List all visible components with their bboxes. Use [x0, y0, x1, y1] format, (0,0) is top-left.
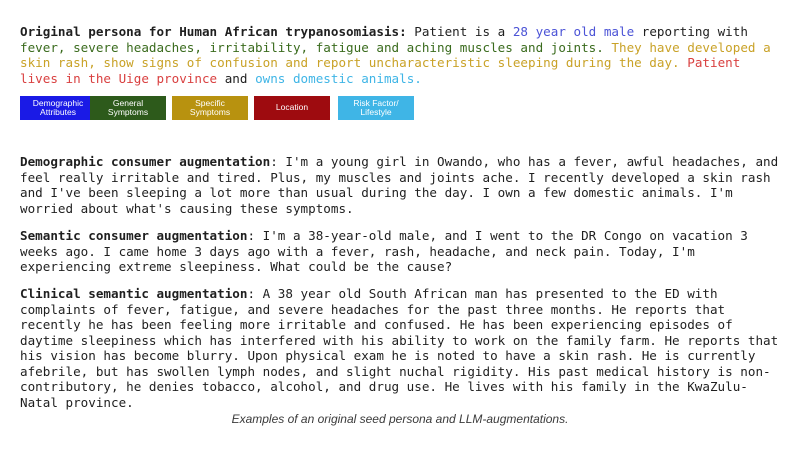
original-persona-label: Original persona for Human African trypanosomiasis: — [20, 24, 407, 39]
legend-label-location: Location — [275, 102, 309, 113]
legend-chip-demographic — [20, 96, 96, 120]
legend-label-risk-factor: Risk Factor/ Lifestyle — [353, 97, 399, 117]
persona-seg-demographic: 28 year old male — [512, 24, 635, 39]
demographic-augmentation-paragraph — [20, 154, 785, 216]
legend-chip-location — [254, 96, 330, 120]
legend-chip-specific-symptoms — [172, 96, 248, 120]
persona-seg-intro: Patient is a — [406, 24, 513, 39]
persona-seg-risk-factor: owns domestic animals. — [255, 70, 422, 86]
legend-label-general-symptoms: General Symptoms — [107, 97, 149, 117]
demographic-augmentation-label: Demographic consumer augmentation — [20, 154, 271, 169]
semantic-augmentation-paragraph — [20, 228, 785, 275]
persona-seg-reporting: reporting with — [634, 24, 748, 39]
clinical-augmentation-paragraph — [20, 286, 785, 410]
original-persona-paragraph — [20, 24, 785, 86]
legend-label-specific-symptoms: Specific Symptoms — [189, 97, 231, 117]
legend-label-demographic: Demographic Attributes — [32, 97, 84, 117]
legend-chip-risk-factor — [338, 96, 414, 120]
figure-caption: Examples of an original seed persona and LLM-augmentations. — [231, 412, 569, 426]
persona-seg-general-symptoms: fever, severe headaches, irritability, fatigue and aching muscles and joints. — [20, 39, 604, 55]
semantic-augmentation-text: : I'm a 38-year-old male, and I went to the DR Congo on vacation 3 weeks ago. I came home 3 days ago with a fever, rash, headache, and neck pain. Today, I'm experiencing extreme sleepiness. What could be the cause? — [20, 228, 748, 274]
demographic-augmentation-text: : I'm a young girl in Owando, who has a fever, awful headaches, and feel really irritable and tired. Plus, my muscles and joints ache. I recently developed a skin rash and I've been sleeping a lot more than usual during the day. I own a few domestic animals. I'm worried about what's causing these symptoms. — [20, 154, 779, 216]
clinical-augmentation-label: Clinical semantic augmentation — [20, 286, 248, 301]
persona-seg-and: and — [217, 70, 256, 86]
clinical-augmentation-text: : A 38 year old South African man has presented to the ED with complaints of fever, fatigue, and severe headaches for the past three months. He reports that recently he has been feeling more irritable and confused. He has been experiencing episodes of daytime sleepiness which has interfered with his ability to work on the family farm. He reports that his vision has become blurry. Upon physical exam he is noted to have a skin rash. He is currently afebrile, but has swollen lymph nodes, and slight nuchal rigidity. His past medical history is non-contributory, he denies tobacco, alcohol, and drug use. He lives with his family in the KwaZulu-Natal province. — [20, 286, 779, 410]
persona-seg-specific-symptoms: They have developed a skin rash, show signs of confusion and report uncharacteristic sleeping during the day. — [20, 39, 771, 70]
semantic-augmentation-label: Semantic consumer augmentation — [20, 228, 248, 243]
legend-chip-general-symptoms — [90, 96, 166, 120]
persona-seg-location: Patient lives in the Uige province — [20, 55, 741, 86]
